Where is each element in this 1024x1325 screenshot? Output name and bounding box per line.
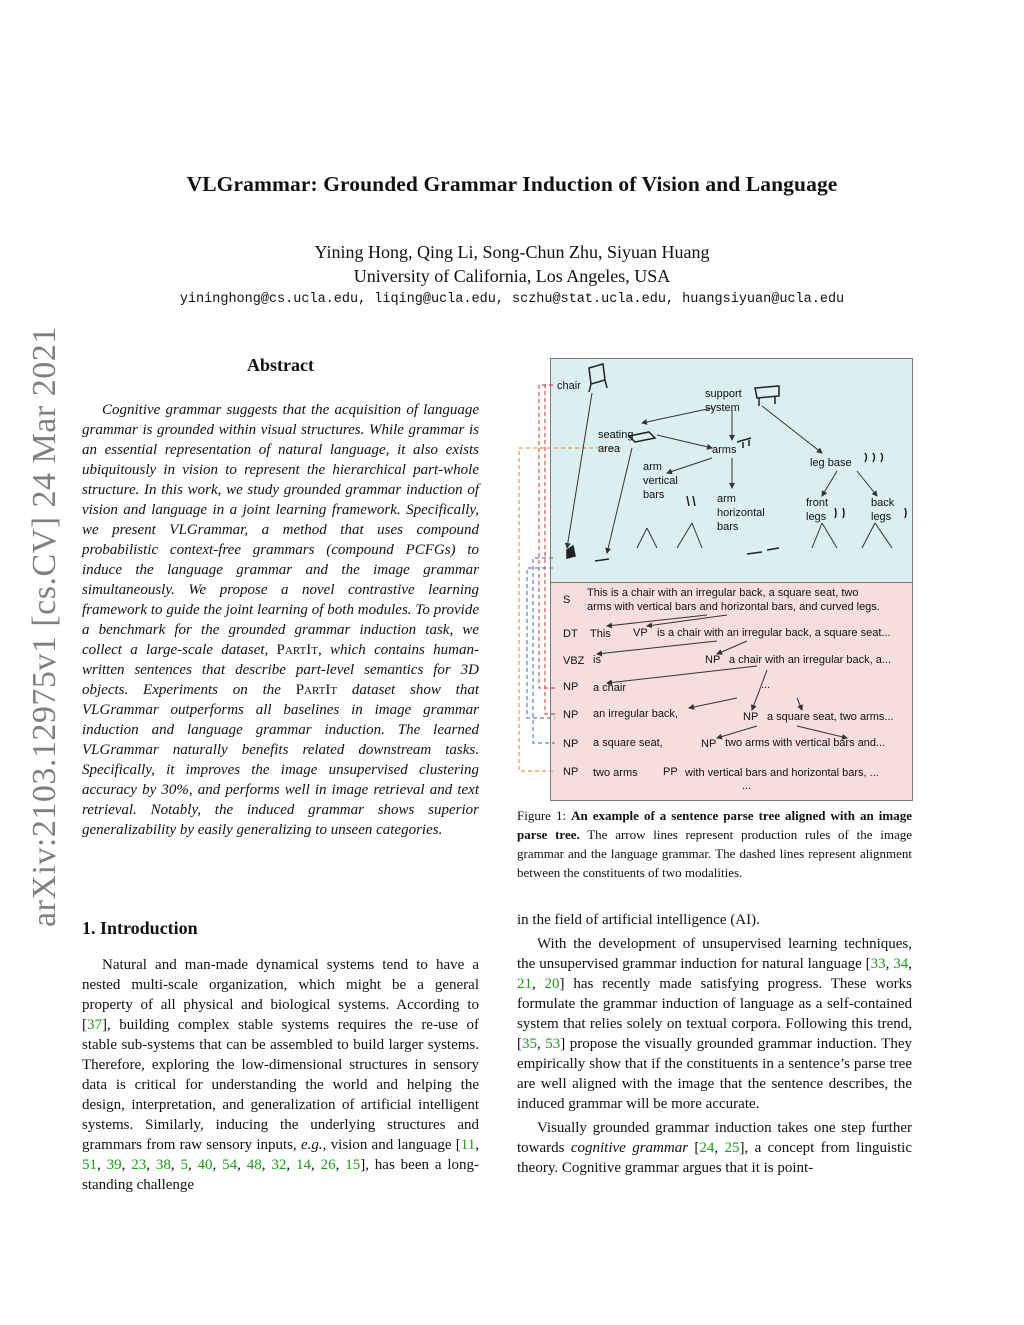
citation-separator: , <box>286 1157 296 1173</box>
node-NP6-text: two arms with vertical bars and... <box>725 737 886 749</box>
node-S-text-2: arms with vertical bars and horizontal bars, and curved legs. <box>587 601 880 613</box>
label-seating-1: seating <box>598 429 634 441</box>
citation-link[interactable]: 25 <box>724 1140 740 1156</box>
citation-list-3[interactable] <box>522 1036 560 1052</box>
abstract-heading: Abstract <box>247 355 314 375</box>
citation-link[interactable]: 54 <box>222 1157 238 1173</box>
citation-link[interactable]: 37 <box>87 1017 102 1033</box>
node-NP5: NP <box>563 738 579 750</box>
citation-link[interactable]: 39 <box>106 1157 122 1173</box>
alignment-chair <box>539 385 555 688</box>
alignment-chair-2 <box>545 385 555 714</box>
node-NP7: NP <box>563 766 579 778</box>
affiliation: University of California, Los Angeles, USA <box>353 266 671 286</box>
intro-text: ], has been a long-standing challenge <box>82 1157 480 1193</box>
author-emails: yininghong@cs.ucla.edu, liqing@ucla.edu, sczhu@stat.ucla.edu, huangsiyuan@ucla.edu <box>179 292 845 307</box>
author-block <box>0 240 1024 288</box>
citation-separator: , <box>335 1157 346 1173</box>
figure-1 <box>517 358 911 799</box>
node-PP: PP <box>663 766 678 778</box>
intro-text: , vision and language [ <box>322 1137 461 1153</box>
abstract-text <box>82 400 479 840</box>
citation-separator: , <box>310 1157 321 1173</box>
citation-link[interactable]: 33 <box>870 956 886 972</box>
citation-link[interactable]: 15 <box>345 1157 361 1173</box>
node-DT-word: This <box>590 628 611 640</box>
label-arm-vertical-1: arm <box>643 461 662 473</box>
sentence-node-labels <box>563 587 894 792</box>
citation-link[interactable]: 40 <box>197 1157 213 1173</box>
citation-link[interactable]: 32 <box>271 1157 287 1173</box>
citation-separator: , <box>261 1157 272 1173</box>
paper-title: VLGrammar: Grounded Grammar Induction of Vision and Language <box>186 172 838 196</box>
citation-link[interactable]: 26 <box>320 1157 336 1173</box>
citation-separator: , <box>146 1157 156 1173</box>
dots-1: ... <box>761 679 771 691</box>
abstract-part-2: , which contains human-written sentences that describe part-level semantics for 3D objects. Experiments on the <box>82 642 479 698</box>
intro-paragraph-1 <box>82 955 479 1195</box>
intro-text: ] has recently made satisfying progress. These works formulate the grammar induction of language as a self-contained system that relies solely on textual corpora. Following this trend, [ <box>517 976 912 1052</box>
intro-column-left <box>82 955 479 1195</box>
label-arm-horizontal-1: arm <box>717 493 736 505</box>
citation-link[interactable]: 35 <box>522 1036 537 1052</box>
label-arm-vertical-2: vertical <box>643 475 678 487</box>
citation-separator: , <box>170 1157 181 1173</box>
citation-link[interactable]: 20 <box>544 976 560 992</box>
horizontal-bars-sketch <box>747 548 779 554</box>
intro-text: Natural and man-made dynamical systems tend to have a nested multi-scale organization, which might be a general property of all physical and biological systems. According to [ <box>82 957 479 1033</box>
node-NP2: NP <box>563 681 579 693</box>
intro-column-right <box>517 910 912 1178</box>
citation-separator: , <box>212 1157 223 1173</box>
section-heading-introduction: 1. Introduction <box>82 918 198 938</box>
dataset-name: PartIt <box>276 642 318 658</box>
label-back-legs-1: back <box>871 497 895 509</box>
node-VBZ-word: is <box>593 654 601 666</box>
node-S-text-1: This is a chair with an irregular back, a square seat, two <box>587 587 859 599</box>
citation-link[interactable]: 5 <box>180 1157 188 1173</box>
intro-text: e.g. <box>301 1137 323 1153</box>
label-arm-horizontal-2: horizontal <box>717 507 765 519</box>
arm-vertical-sketch <box>687 496 695 506</box>
intro-continuation: in the field of artificial intelligence (AI). <box>517 912 760 928</box>
intro-paragraph-3 <box>517 1118 912 1178</box>
citation-link[interactable]: 51 <box>82 1157 97 1173</box>
node-S: S <box>563 594 571 606</box>
citation-link[interactable]: 11 <box>460 1137 476 1153</box>
intro-text: With the development of unsupervised learning techniques, the unsupervised grammar induction for natural language [ <box>517 936 912 972</box>
parse-tree-diagram <box>517 358 911 799</box>
arxiv-identifier: arXiv:2103.12975v1 [cs.CV] 24 Mar 2021 <box>26 326 63 927</box>
citation-separator: , <box>475 1137 479 1153</box>
label-support-2: system <box>705 402 740 414</box>
citation-separator: , <box>97 1157 107 1173</box>
intro-text: ], building complex stable systems requires the re-use of stable sub-systems that can be assembled to build larger systems. Therefore, exploring the low-dimensional structures in sensory data is critical for understanding the world and helping the design, interpretation, and generalization of artificial intelligent systems. Similarly, inducing the underlying structures and grammars from raw sensory inputs, <box>82 1017 479 1153</box>
alignment-back-2 <box>527 568 555 718</box>
dots-2: ... <box>742 780 752 792</box>
abstract-section <box>82 355 479 840</box>
label-support-1: support <box>705 388 742 400</box>
abstract-part-3: dataset show that VLGrammar outperforms all baselines in image grammar induction and language grammar induction. The learned VLGrammar naturally benefits related downstream tasks. Specifically, it improves the image unsupervised clustering accuracy by 30%, and performs well in image retrieval and text retrieval. Notably, the induced grammar shows superior generalizability by easily generalizing to unseen categories. <box>82 682 479 838</box>
label-seating-2: area <box>598 443 621 455</box>
citation-link[interactable]: 38 <box>155 1157 171 1173</box>
node-NP2-text: a chair <box>593 682 627 694</box>
citation-link[interactable]: 53 <box>545 1036 561 1052</box>
arms-sketch <box>737 438 751 448</box>
node-NP1: NP <box>705 654 721 666</box>
label-back-legs-2: legs <box>871 511 892 523</box>
intro-emphasis: cognitive grammar <box>570 1140 689 1156</box>
intro-text: [ <box>688 1140 700 1156</box>
dataset-name-2: PartIt <box>295 682 338 698</box>
citation-separator: , <box>187 1157 198 1173</box>
node-VP: VP <box>633 627 648 639</box>
chair-sketch <box>589 364 607 392</box>
seat-sketch <box>595 559 609 561</box>
caption-rest: The arrow lines represent production rules of the image grammar and the language grammar. The dashed lines represent alignment between the constituents of two modalities. <box>517 827 912 880</box>
citation-separator: , <box>537 1036 546 1052</box>
node-NP5-text: a square seat, <box>593 737 663 749</box>
citation-link[interactable]: 48 <box>246 1157 262 1173</box>
node-NP3: NP <box>563 709 579 721</box>
intro-text: ], a concept from linguistic theory. Cognitive grammar argues that it is point- <box>517 1140 912 1176</box>
citation-link[interactable]: 14 <box>295 1157 311 1173</box>
abstract-part-1: Cognitive grammar suggests that the acquisition of language grammar is grounded within visual structures. While grammar is an essential representation of natural language, it also exists ubiquitously in vision to represent the hierarchical part-whole structure. In this work, we study grounded grammar induction of vision and language in a joint learning framework. Specifically, we present VLGrammar, a method that uses compound probabilistic context-free grammars (compound PCFGs) to induce the language grammar and the image grammar simultaneously. We propose a novel contrastive learning framework to guide the joint learning of both modules. To provide a benchmark for the grounded grammar induction task, we collect a large-scale dataset, <box>82 402 479 658</box>
node-NP1-text: a chair with an irregular back, a... <box>729 654 892 666</box>
author-names: Yining Hong, Qing Li, Song-Chun Zhu, Siyuan Huang <box>314 242 710 262</box>
back-sketch <box>567 546 575 558</box>
back-legs-sketch <box>905 508 906 518</box>
citation-link[interactable]: 21 <box>517 976 532 992</box>
support-system-sketch <box>755 386 779 406</box>
label-front-legs-1: front <box>806 497 829 509</box>
citation-separator: , <box>237 1157 247 1173</box>
intro-text: ] propose the visually grounded grammar induction. They empirically show that if the constituents in a sentence’s parse tree are well aligned with the image that the sentence describes, the induced grammar will be more accurate. <box>517 1036 913 1112</box>
citation-link[interactable]: 24 <box>699 1140 715 1156</box>
label-arm-horizontal-3: bars <box>717 521 739 533</box>
intro-paragraph-2 <box>517 934 912 1114</box>
citation-separator: , <box>908 956 912 972</box>
front-legs-sketch <box>835 508 844 518</box>
node-VP-text: is a chair with an irregular back, a square seat... <box>657 627 891 639</box>
node-VBZ: VBZ <box>563 655 585 667</box>
citation-separator: , <box>714 1140 725 1156</box>
node-NP4-text: a square seat, two arms... <box>767 711 894 723</box>
node-NP3-text: an irregular back, <box>593 708 678 720</box>
citation-link[interactable]: 23 <box>131 1157 147 1173</box>
intro-text: Visually grounded grammar induction takes one step further towards <box>517 1120 912 1156</box>
label-front-legs-2: legs <box>806 511 827 523</box>
caption-bold: An example of a sentence parse tree aligned with an image parse tree. <box>517 808 912 842</box>
node-NP7-text: two arms <box>593 767 638 779</box>
leg-base-sketch <box>865 453 883 462</box>
alignment-back <box>533 558 555 743</box>
figure-caption <box>517 806 912 882</box>
citation-separator: , <box>885 956 894 972</box>
label-leg-base: leg base <box>810 457 852 469</box>
citation-list-4[interactable] <box>699 1140 739 1156</box>
citation-separator: , <box>121 1157 132 1173</box>
label-arm-vertical-3: bars <box>643 489 665 501</box>
caption-prefix: Figure 1: <box>517 808 572 823</box>
label-chair: chair <box>557 380 581 392</box>
citation-separator: , <box>532 976 545 992</box>
citation-link[interactable]: 34 <box>893 956 909 972</box>
node-NP4: NP <box>743 711 759 723</box>
node-DT: DT <box>563 628 578 640</box>
node-PP-text: with vertical bars and horizontal bars, ... <box>685 767 879 779</box>
label-arms: arms <box>712 444 737 456</box>
node-NP6: NP <box>701 738 717 750</box>
